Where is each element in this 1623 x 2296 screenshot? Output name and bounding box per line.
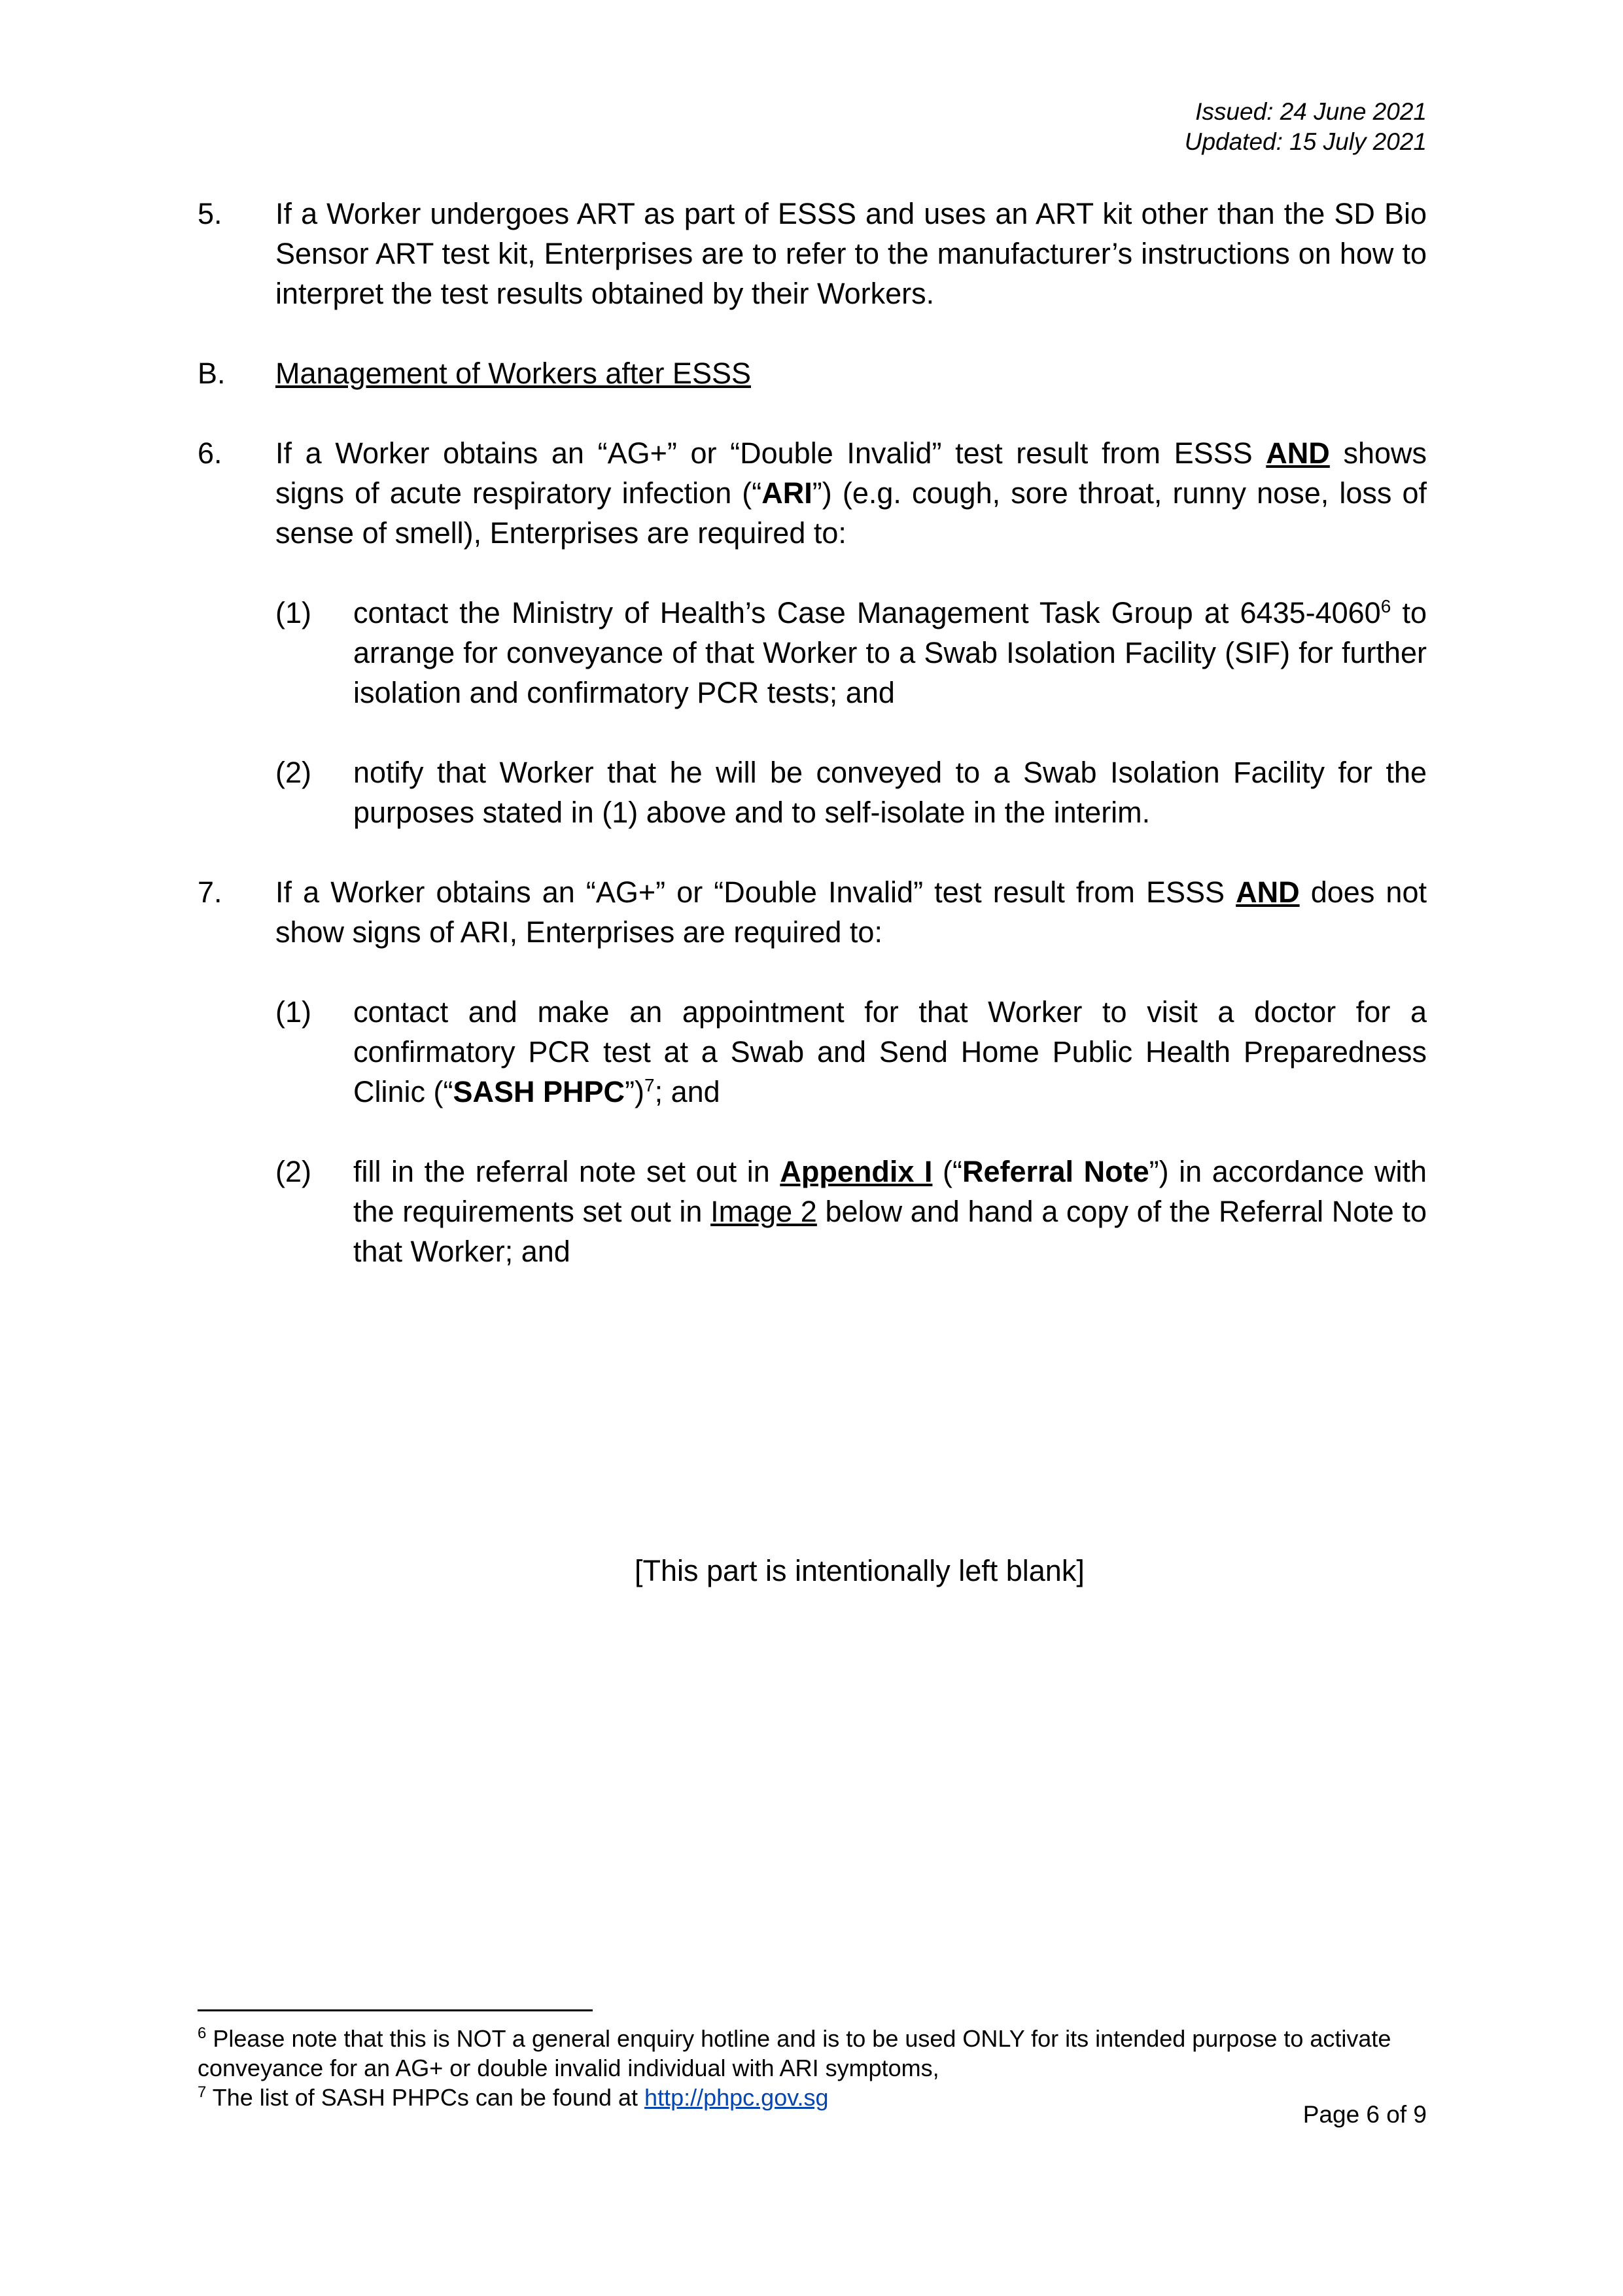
appendix-link[interactable]: Appendix I (780, 1155, 933, 1188)
sash-phpc-term: SASH PHPC (453, 1075, 625, 1108)
phpc-link[interactable]: http://phpc.gov.sg (644, 2084, 829, 2111)
para-7-text: If a Worker obtains an “AG+” or “Double Invalid” test result from ESSS AND does not show signs of ARI, Enterprises are required to: (275, 875, 1427, 949)
para-5-number: 5. (198, 197, 222, 230)
para-6-sub-2-text: notify that Worker that he will be conveyed to a Swab Isolation Facility for the purposes stated in (1) above and to self-isolate in the interim. (353, 756, 1427, 829)
section-b-title: Management of Workers after ESSS (275, 357, 751, 390)
footnote-6: $^6$ Please note that this is NOT a general enquiry hotline and is to be used ONLY for its intended purpose to activate conveyance for an AG+ or double invalid individual with ARI symptoms, (198, 2024, 1391, 2081)
document-header (1185, 97, 1427, 157)
page-number: Page 6 of 9 (1302, 2101, 1427, 2128)
para-6-sub-2-number: (2) (275, 756, 311, 789)
and-emphasis: AND (1236, 875, 1300, 909)
para-6-sub-1-number: (1) (275, 596, 311, 629)
para-6-sub-1-text: contact the Ministry of Health’s Case Management Task Group at 6435-4060$^6$ to arrange for conveyance of that Worker to a Swab Isolation Facility (SIF) for further isolation and confirmatory PCR tests; and (353, 596, 1427, 709)
para-7-sub-1-number: (1) (275, 995, 311, 1029)
footnote-divider (198, 2009, 593, 2011)
issued-date: Issued: 24 June 2021 (1195, 98, 1427, 125)
para-7-sub-2-text: fill in the referral note set out in Appendix I (“Referral Note”) in accordance with the requirements set out in Image 2 below and hand a copy of the Referral Note to that Worker; and (353, 1155, 1427, 1268)
section-b-number: B. (198, 357, 226, 390)
ari-term: ARI (761, 476, 812, 510)
updated-date: Updated: 15 July 2021 (1184, 128, 1427, 155)
blank-notice: [This part is intentionally left blank] (635, 1554, 1085, 1587)
para-6-text: If a Worker obtains an “AG+” or “Double Invalid” test result from ESSS AND shows signs of acute respiratory infection (“ARI”) (e.g. cough, sore throat, runny nose, loss of sense of smell), Enterprises are required to: (275, 436, 1427, 550)
para-7-number: 7. (198, 875, 222, 909)
footnote-7: $^7$ The list of SASH PHPCs can be found at http://phpc.gov.sg (198, 2083, 829, 2111)
image-2-reference[interactable]: Image 2 (710, 1195, 817, 1228)
referral-note-term: Referral Note (962, 1155, 1149, 1188)
para-7-sub-1-text: contact and make an appointment for that Worker to visit a doctor for a confirmatory PCR test at a Swab and Send Home Public Health Preparedness Clinic (“SASH PHPC”)$^7$; and (353, 995, 1427, 1108)
para-7-sub-2-number: (2) (275, 1155, 311, 1188)
footnote-ref-7: 7 (644, 1075, 655, 1095)
and-emphasis: AND (1266, 436, 1330, 470)
para-5-text: If a Worker undergoes ART as part of ESSS and uses an ART kit other than the SD Bio Sensor ART test kit, Enterprises are to refer to the manufacturer’s instructions on how to interpret the test results obtained by their Workers. (275, 197, 1427, 310)
footnote-ref-6: 6 (1380, 596, 1391, 616)
para-6-number: 6. (198, 436, 222, 470)
